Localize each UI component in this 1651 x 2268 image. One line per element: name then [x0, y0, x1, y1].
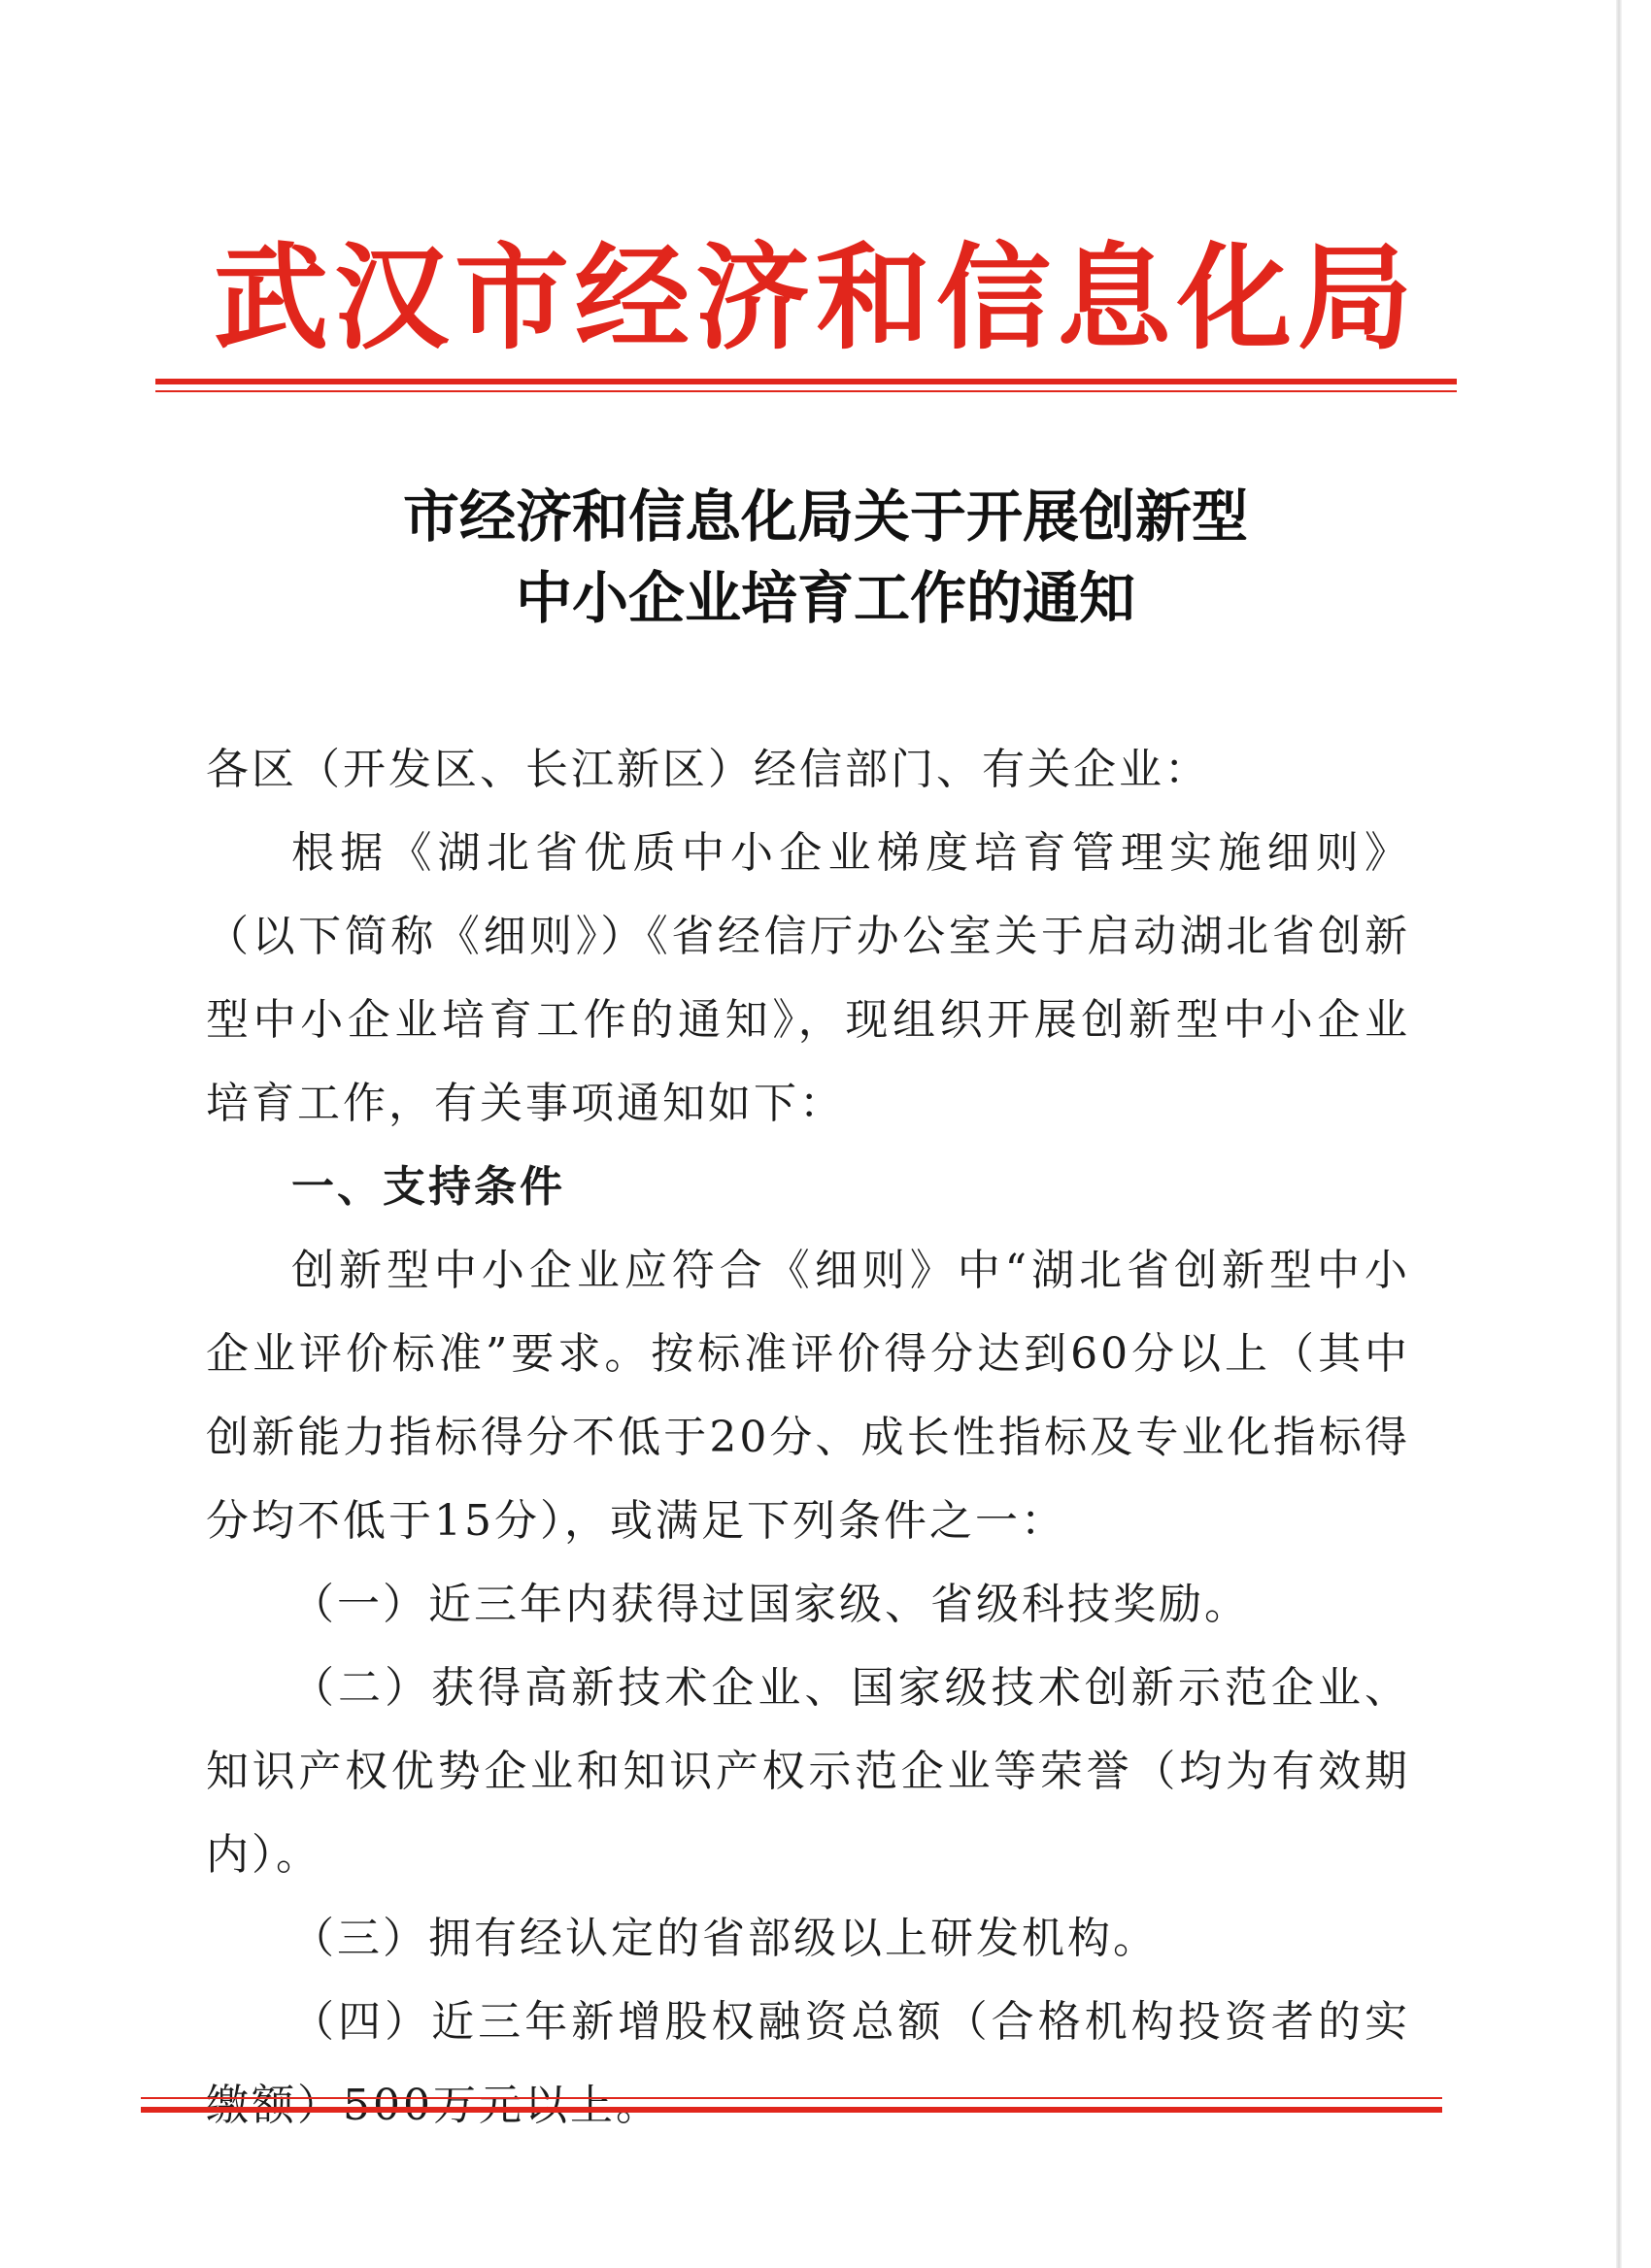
letterhead-rule-thin [155, 390, 1457, 392]
document-title-line2: 中小企业培育工作的通知 [515, 565, 1135, 631]
condition-4: （四）近三年新增股权融资总额（合格机构投资者的实缴额）500万元以上。 [206, 1997, 1410, 2130]
section-heading-1: 一、支持条件 [291, 1162, 565, 1212]
condition-2: （二）获得高新技术企业、国家级技术创新示范企业、知识产权优势企业和知识产权示范企业等荣誉（均为有效期内）。 [206, 1663, 1410, 1880]
footer-rule-thick [141, 2107, 1442, 2113]
letterhead-issuer: 武汉市经济和信息化局 [213, 231, 1418, 365]
letterhead-rule-thick [155, 379, 1457, 384]
salutation: 各区（开发区、长江新区）经信部门、有关企业： [206, 745, 1210, 794]
page-edge-shadow [1616, 0, 1622, 2268]
document-title-line1: 市经济和信息化局关于开展创新型 [402, 484, 1248, 550]
document-title [194, 476, 1457, 639]
condition-3: （三）拥有经认定的省部级以上研发机构。 [291, 1914, 1159, 1963]
condition-1: （一）近三年内获得过国家级、省级科技奖励。 [291, 1580, 1250, 1629]
intro-paragraph: 根据《湖北省优质中小企业梯度培育管理实施细则》（以下简称《细则》）《省经信厅办公室关于启动湖北省创新型中小企业培育工作的通知》，现组织开展创新型中小企业培育工作，有关事项通知如下： [206, 828, 1410, 1128]
footer-rule-thin [141, 2097, 1442, 2099]
document-body [206, 728, 1410, 2148]
section1-paragraph: 创新型中小企业应符合《细则》中“湖北省创新型中小企业评价标准”要求。按标准评价得分达到60分以上（其中创新能力指标得分不低于20分、成长性指标及专业化指标得分均不低于15分），或满足下列条件之一： [206, 1246, 1410, 1546]
